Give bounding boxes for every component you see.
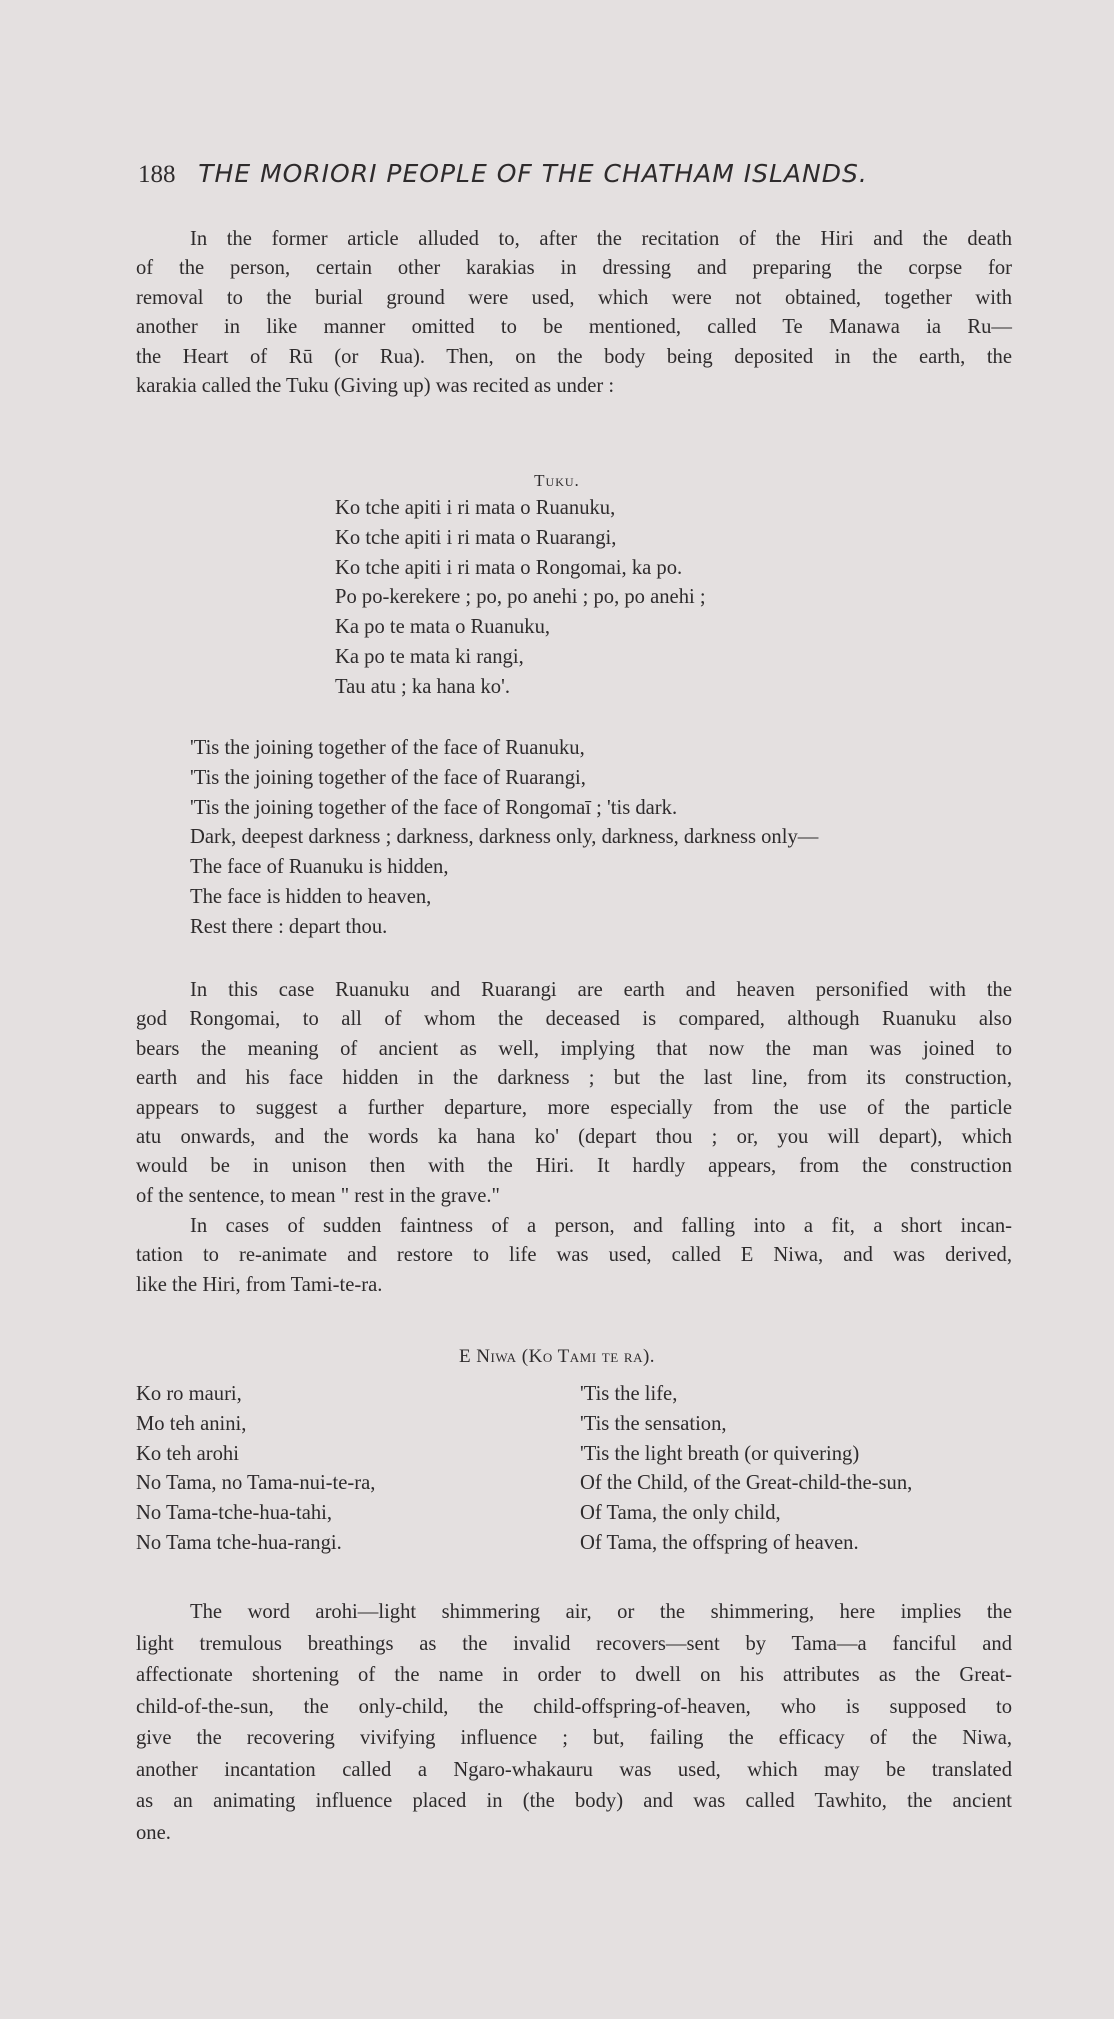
verse-line: 'Tis the joining together of the face of Rongomaī ; 'tis dark. [190, 796, 678, 819]
verse-line: Ko ro mauri, [136, 1383, 242, 1405]
verse-line: Ko tche apiti i ri mata o Rongomai, ka po. [335, 556, 683, 579]
verse-line: 'Tis the light breath (or quivering) [580, 1442, 860, 1465]
text-line: as an animating influence placed in (the body) and was called Tawhito, the ancient [136, 1790, 1012, 1812]
verse-line: Ko tche apiti i ri mata o Ruanuku, [335, 497, 616, 519]
text-line: In this case Ruanuku and Ruarangi are earth and heaven personified with the [190, 979, 1012, 1001]
text-line: another in like manner omitted to be mentioned, called Te Manawa ia Ru— [136, 316, 1012, 339]
verse-line: The face is hidden to heaven, [190, 885, 432, 908]
text-line: In the former article alluded to, after the recitation of the Hiri and the death [190, 228, 1012, 250]
tuku-translation [190, 734, 818, 943]
paragraph-commentary [136, 976, 1012, 1211]
paragraph-niwa-intro [136, 1212, 1012, 1300]
niwa-verse-left [136, 1380, 375, 1559]
page-number: 188 [138, 161, 176, 188]
verse-line: Mo teh anini, [136, 1412, 247, 1435]
section-heading-niwa: E Niwa (Ko Tami te ra). [458, 1346, 656, 1367]
verse-line: 'Tis the sensation, [580, 1412, 727, 1435]
text-line: one. [136, 1821, 171, 1844]
verse-line: Dark, deepest darkness ; darkness, darkness only, darkness, darkness only— [190, 826, 819, 849]
verse-line: 'Tis the joining together of the face of Ruarangi, [190, 766, 586, 789]
text-line: another incantation called a Ngaro-whakauru was used, which may be translated [136, 1758, 1012, 1781]
text-line: bears the meaning of ancient as well, implying that now the man was joined to [136, 1037, 1012, 1060]
verse-line: No Tama-tche-hua-tahi, [136, 1502, 333, 1525]
verse-line: No Tama tche-hua-rangi. [136, 1531, 342, 1554]
text-line: the Heart of Rū (or Rua). Then, on the body being deposited in the earth, the [136, 345, 1012, 368]
running-title: THE MORIORI PEOPLE OF THE CHATHAM ISLANDS. [198, 159, 868, 188]
verse-line: Of Tama, the offspring of heaven. [580, 1531, 859, 1554]
text-line: karakia called the Tuku (Giving up) was recited as under : [136, 374, 615, 397]
verse-line: Ko teh arohi [136, 1442, 239, 1465]
text-line: light tremulous breathings as the invalid recovers—sent by Tama—a fanciful and [136, 1632, 1012, 1655]
verse-line: 'Tis the life, [580, 1383, 678, 1405]
niwa-verse-right [580, 1380, 912, 1559]
text-line: of the sentence, to mean " rest in the grave." [136, 1184, 500, 1207]
verse-line: Of the Child, of the Great-child-the-sun, [580, 1472, 913, 1495]
text-line: earth and his face hidden in the darkness ; but the last line, from its construction, [136, 1067, 1012, 1090]
text-line: would be in unison then with the Hiri. It hardly appears, from the construction [136, 1155, 1012, 1178]
verse-line: Ko tche apiti i ri mata o Ruarangi, [335, 526, 617, 549]
text-line: In cases of sudden faintness of a person, and falling into a fit, a short incan- [190, 1215, 1012, 1237]
paragraph-arohi [136, 1597, 1012, 1849]
verse-line: 'Tis the joining together of the face of Ruanuku, [190, 737, 585, 759]
verse-line: Rest there : depart thou. [190, 915, 388, 938]
verse-line: No Tama, no Tama-nui-te-ra, [136, 1472, 376, 1495]
verse-line: Po po-kerekere ; po, po anehi ; po, po anehi ; [335, 586, 706, 609]
text-line: affectionate shortening of the name in order to dwell on his attributes as the Great- [136, 1664, 1012, 1686]
text-line: of the person, certain other karakias in dressing and preparing the corpse for [136, 257, 1012, 280]
text-line: atu onwards, and the words ka hana ko' (depart thou ; or, you will depart), which [136, 1125, 1012, 1148]
text-line: appears to suggest a further departure, more especially from the use of the particle [136, 1096, 1012, 1119]
verse-line: Ka po te mata ki rangi, [335, 645, 524, 668]
section-heading-tuku: Tuku. [534, 471, 580, 490]
verse-line: The face of Ruanuku is hidden, [190, 856, 449, 879]
text-line: The word arohi—light shimmering air, or the shimmering, here implies the [190, 1601, 1012, 1623]
running-header [138, 159, 868, 189]
text-line: tation to re-animate and restore to life was used, called E Niwa, and was derived, [136, 1244, 1012, 1267]
paragraph-intro [136, 225, 1012, 401]
text-line: give the recovering vivifying influence ; but, failing the efficacy of the Niwa, [136, 1727, 1012, 1749]
tuku-verse [335, 494, 706, 703]
verse-line: Tau atu ; ka hana ko'. [335, 675, 510, 698]
verse-line: Ka po te mata o Ruanuku, [335, 616, 551, 639]
text-line: god Rongomai, to all of whom the deceased is compared, although Ruanuku also [136, 1008, 1012, 1031]
text-line: like the Hiri, from Tami-te-ra. [136, 1273, 383, 1296]
verse-line: Of Tama, the only child, [580, 1502, 781, 1525]
text-line: child-of-the-sun, the only-child, the child-offspring-of-heaven, who is supposed to [136, 1695, 1012, 1718]
text-line: removal to the burial ground were used, which were not obtained, together with [136, 286, 1012, 309]
